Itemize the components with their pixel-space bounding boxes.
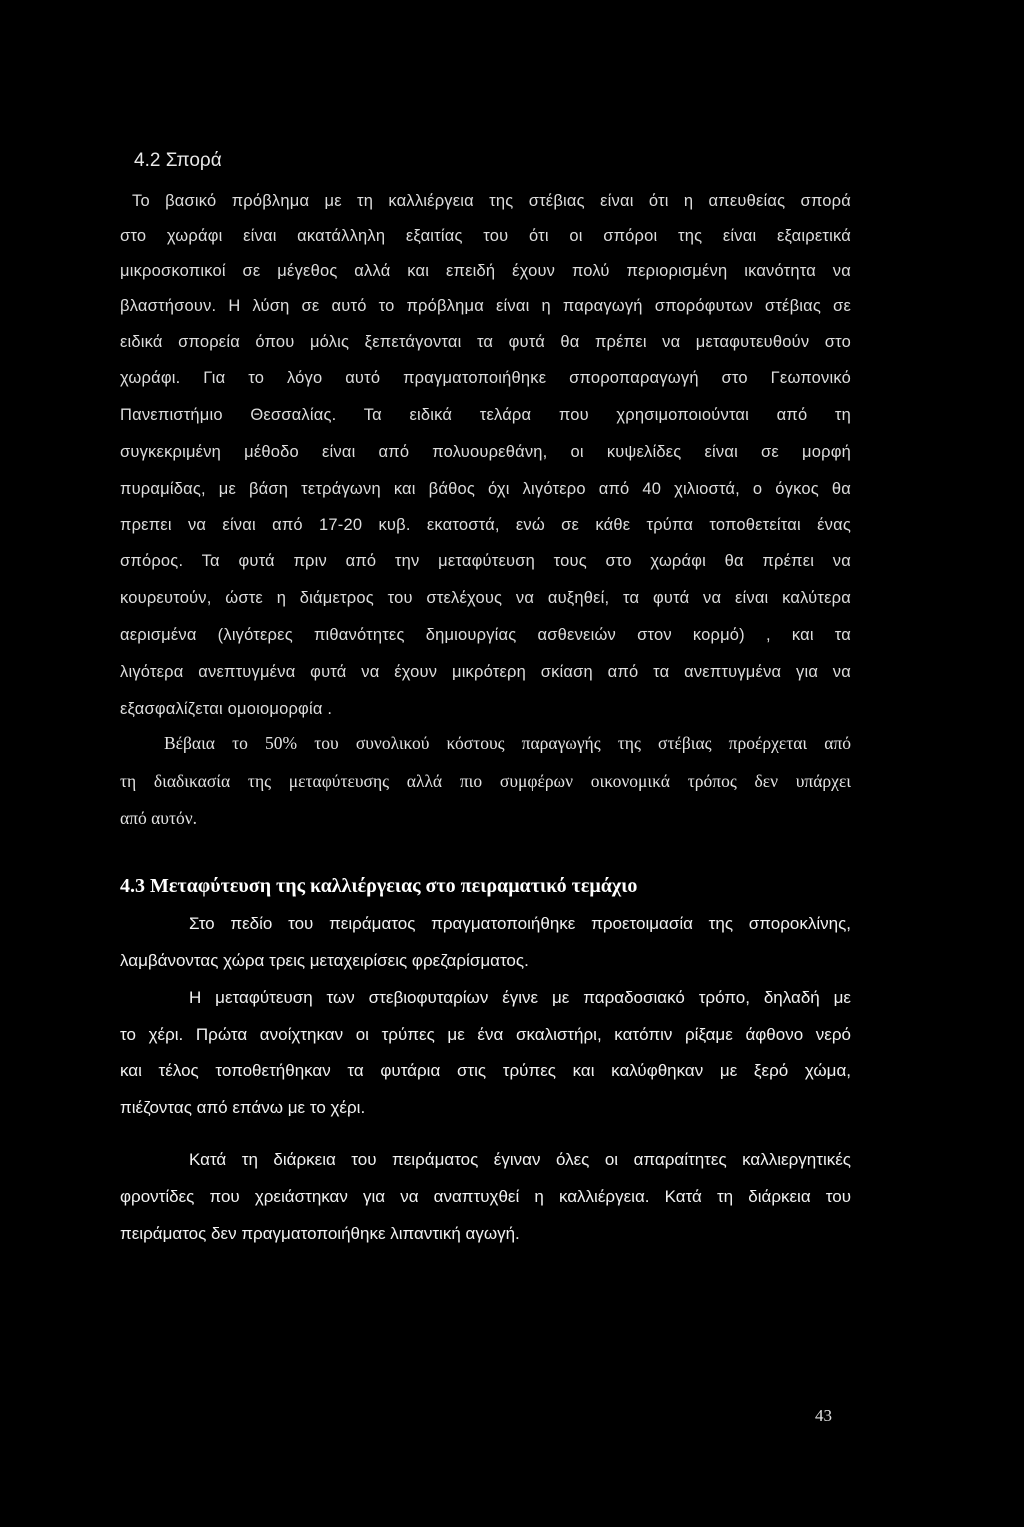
- text-line: Κατά τη διάρκεια του πειράματος έγιναν όλες οι απαραίτητες καλλιεργητικές: [189, 1150, 851, 1169]
- text-line: πρεπει να είναι από 17-20 κυβ. εκατοστά, ενώ σε κάθε τρύπα τοποθετείται ένας: [120, 516, 851, 534]
- text-line: λαμβάνοντας χώρα τρεις μεταχειρίσεις φρεζαρίσματος.: [120, 951, 529, 970]
- text-line: ειδικά σπορεία όπου μόλις ξεπετάγονται τα φυτά θα πρέπει να μεταφυτευθούν στο: [120, 333, 851, 351]
- text-line: Η μεταφύτευση των στεβιοφυταρίων έγινε με παραδοσιακό τρόπο, δηλαδή με: [189, 988, 851, 1007]
- page-number: 43: [815, 1406, 832, 1425]
- text-line: μικροσκοπικοί σε μέγεθος αλλά και επειδή έχουν πολύ περιορισμένη ικανότητα να: [120, 262, 851, 280]
- text-line: εξασφαλίζεται ομοιομορφία .: [120, 700, 333, 718]
- text-line: αερισμένα (λιγότερες πιθανότητες δημιουργίας ασθενειών στον κορμό) , και τα: [120, 626, 851, 644]
- text-line: Στο πεδίο του πειράματος πραγματοποιήθηκε προετοιμασία της σποροκλίνης,: [189, 914, 851, 933]
- text-line: βλαστήσουν. Η λύση σε αυτό το πρόβλημα είναι η παραγωγή σπορόφυτων στέβιας σε: [120, 297, 851, 315]
- text-line: Πανεπιστήμιο Θεσσαλίας. Τα ειδικά τελάρα που χρησιμοποιούνται από τη: [120, 406, 851, 424]
- text-line: λιγότερα ανεπτυγμένα φυτά να έχουν μικρότερη σκίαση από τα ανεπτυγμένα για να: [120, 663, 851, 681]
- text-line: σπόρος. Τα φυτά πριν από την μεταφύτευση τους στο χωράφι θα πρέπει να: [120, 552, 851, 570]
- text-line: τη διαδικασία της μεταφύτευσης αλλά πιο συμφέρων οικονομικά τρόπος δεν υπάρχει: [120, 771, 851, 791]
- text-line: πιέζοντας από επάνω με το χέρι.: [120, 1098, 366, 1117]
- text-line: πυραμίδας, με βάση τετράγωνη και βάθος όχι λιγότερο από 40 χιλιοστά, ο όγκος θα: [120, 480, 851, 498]
- text-line: στο χωράφι είναι ακατάλληλη εξαιτίας του ότι οι σπόροι της είναι εξαιρετικά: [120, 227, 851, 245]
- text-line: πειράματος δεν πραγματοποιήθηκε λιπαντική αγωγή.: [120, 1224, 520, 1243]
- text-line: κουρευτούν, ώστε η διάμετρος του στελέχους να αυξηθεί, τα φυτά να είναι καλύτερα: [120, 589, 851, 607]
- text-line: το χέρι. Πρώτα ανοίχτηκαν οι τρύπες με ένα σκαλιστήρι, κατόπιν ρίξαμε άφθονο νερό: [120, 1025, 851, 1044]
- text-line: και τέλος τοποθετήθηκαν τα φυτάρια στις τρύπες και καλύφθηκαν με ξερό χώμα,: [120, 1061, 851, 1080]
- section-heading-4-3: 4.3 Μεταφύτευση της καλλιέργειας στο πειραματικό τεμάχιο: [120, 875, 638, 897]
- text-line: από αυτόν.: [120, 808, 198, 828]
- text-line: χωράφι. Για το λόγο αυτό πραγματοποιήθηκε σποροπαραγωγή στο Γεωπονικό: [120, 369, 851, 387]
- section-heading-4-2: 4.2 Σπορά: [134, 150, 222, 171]
- text-line: συγκεκριμένη μέθοδο είναι από πολυουρεθάνη, οι κυψελίδες είναι σε μορφή: [120, 443, 851, 461]
- text-line: Το βασικό πρόβλημα με τη καλλιέργεια της στέβιας είναι ότι η απευθείας σπορά: [132, 192, 851, 210]
- text-line: φροντίδες που χρειάστηκαν για να αναπτυχθεί η καλλιέργεια. Κατά τη διάρκεια του: [120, 1187, 851, 1206]
- text-line: Βέβαια το 50% του συνολικού κόστους παραγωγής της στέβιας προέρχεται από: [164, 733, 851, 753]
